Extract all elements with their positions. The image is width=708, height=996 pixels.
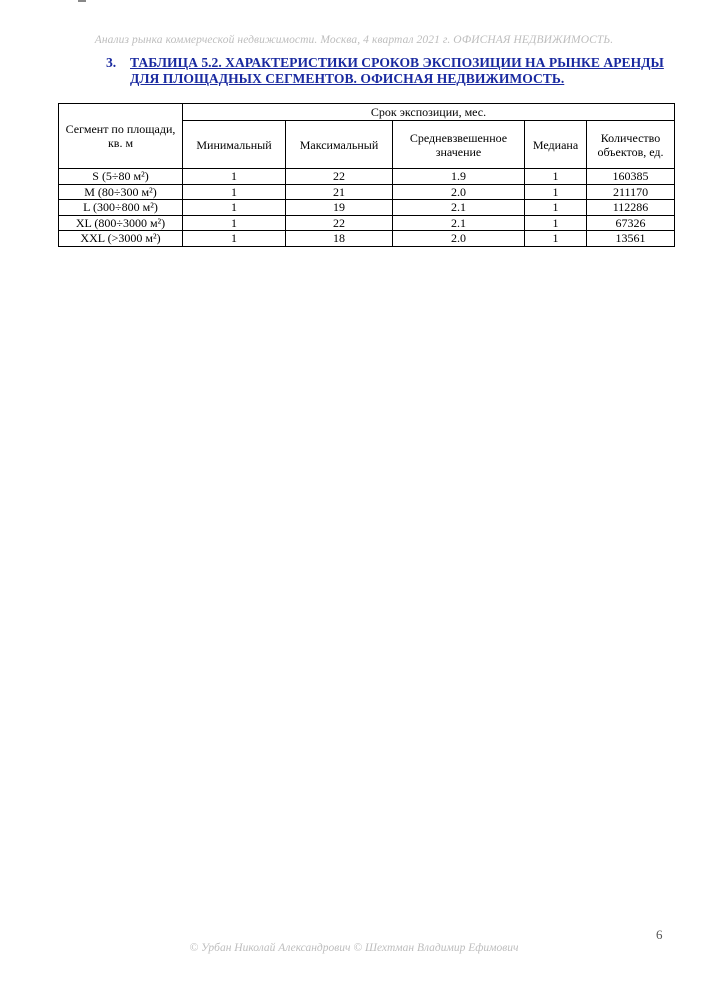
segment-cell: L (300÷800 м²) xyxy=(59,200,183,216)
count-cell: 67326 xyxy=(587,215,675,231)
col-header-max: Максимальный xyxy=(286,121,393,169)
col-header-min: Минимальный xyxy=(183,121,286,169)
count-cell: 112286 xyxy=(587,200,675,216)
col-header-weighted: Средневзвешенное значение xyxy=(393,121,525,169)
max-cell: 22 xyxy=(286,215,393,231)
weighted-cell: 2.0 xyxy=(393,231,525,247)
table-title: ТАБЛИЦА 5.2. ХАРАКТЕРИСТИКИ СРОКОВ ЭКСПОЗИЦИИ НА РЫНКЕ АРЕНДЫ ДЛЯ ПЛОЩАДНЫХ СЕГМЕНТОВ. ОФИСНАЯ НЕДВИЖИМОСТЬ. xyxy=(130,55,664,86)
section-number: 3. xyxy=(106,55,117,70)
count-cell: 13561 xyxy=(587,231,675,247)
weighted-cell: 1.9 xyxy=(393,169,525,185)
median-cell: 1 xyxy=(525,215,587,231)
weighted-cell: 2.1 xyxy=(393,200,525,216)
table-row xyxy=(59,200,675,216)
max-cell: 19 xyxy=(286,200,393,216)
col-header-median: Медиана xyxy=(525,121,587,169)
median-cell: 1 xyxy=(525,169,587,185)
min-cell: 1 xyxy=(183,215,286,231)
copyright-footer: © Урбан Николай Александрович © Шехтман Владимир Ефимович xyxy=(189,942,519,954)
median-cell: 1 xyxy=(525,184,587,200)
min-cell: 1 xyxy=(183,184,286,200)
table-row xyxy=(59,231,675,247)
running-header: Анализ рынка коммерческой недвижимости. Москва, 4 квартал 2021 г. ОФИСНАЯ НЕДВИЖИМОСТЬ. xyxy=(94,34,614,46)
segment-cell: XXL (>3000 м²) xyxy=(59,231,183,247)
segment-cell: M (80÷300 м²) xyxy=(59,184,183,200)
weighted-cell: 2.1 xyxy=(393,215,525,231)
weighted-cell: 2.0 xyxy=(393,184,525,200)
count-cell: 211170 xyxy=(587,184,675,200)
segment-cell: S (5÷80 м²) xyxy=(59,169,183,185)
page-number: 6 xyxy=(656,927,663,942)
segment-header: Сегмент по площади, кв. м xyxy=(59,104,183,169)
segment-cell: XL (800÷3000 м²) xyxy=(59,215,183,231)
max-cell: 22 xyxy=(286,169,393,185)
max-cell: 21 xyxy=(286,184,393,200)
max-cell: 18 xyxy=(286,231,393,247)
table-row xyxy=(59,215,675,231)
median-cell: 1 xyxy=(525,231,587,247)
table-row xyxy=(59,184,675,200)
min-cell: 1 xyxy=(183,200,286,216)
min-cell: 1 xyxy=(183,169,286,185)
min-cell: 1 xyxy=(183,231,286,247)
exposure-group-header: Срок экспозиции, мес. xyxy=(183,104,675,121)
page-edge-mark xyxy=(78,0,86,2)
count-cell: 160385 xyxy=(587,169,675,185)
exposure-table xyxy=(58,103,675,247)
col-header-count: Количество объектов, ед. xyxy=(587,121,675,169)
median-cell: 1 xyxy=(525,200,587,216)
table-row xyxy=(59,169,675,185)
